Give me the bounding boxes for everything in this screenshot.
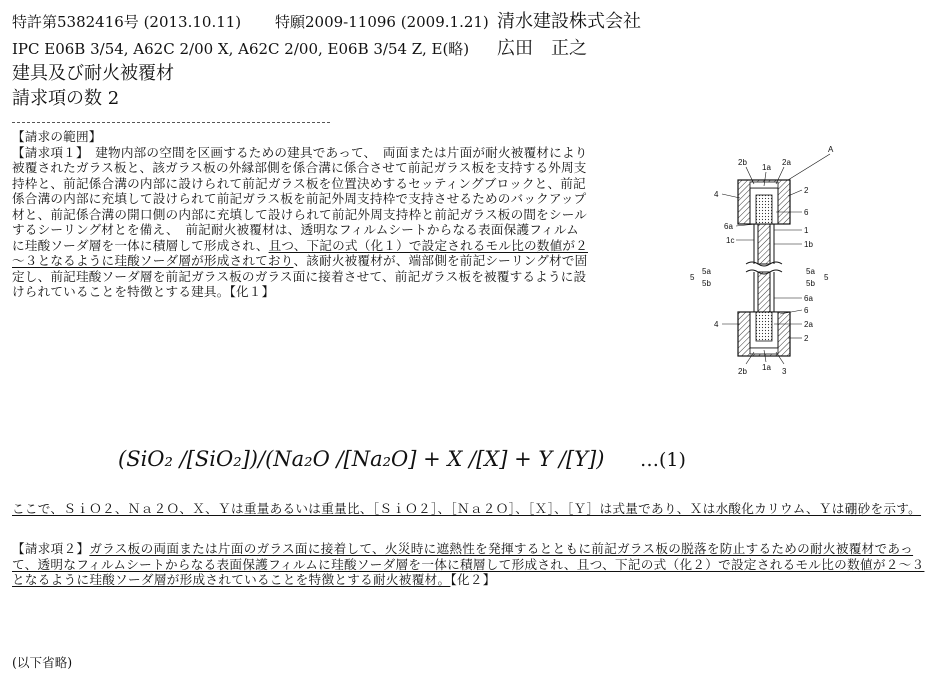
label-2b-top: 2b	[738, 158, 747, 167]
label-1a-top: 1a	[762, 163, 771, 172]
formula-number: …(1)	[640, 449, 686, 471]
inventor-name: 広田 正之	[497, 38, 587, 59]
glass-lower	[754, 272, 774, 312]
definition-text: ここで、ＳｉＯ２、Ｎａ２Ｏ、Ｘ、Ｙは重量あるいは重量比、［ＳｉＯ２］、［Ｎａ２Ｏ］、［Ｘ］、［Ｙ］は式量であり、Ｘは水酸化カリウム、Ｙは硼砂を示す。	[12, 501, 922, 516]
application-number: 特願2009-11096 (2009.1.21)	[275, 13, 489, 31]
label-5b-right: 5b	[806, 279, 815, 288]
ipc-classification: IPC E06B 3/54, A62C 2/00 X, A62C 2/00, E06B 3/54 Z, E(略)	[12, 40, 470, 58]
label-2-top: 2	[804, 186, 809, 195]
glass-upper	[754, 224, 774, 264]
claim-1-text: 建物内部の空間を区画するための建具であって、 両面または片面が耐火被覆材により被覆されたガラス板と、該ガラス板の外縁部側を係合溝に係合させて前記ガラス板を支持する外周支持枠と、前記係合溝の内部に設けられて前記ガラス板を位置決めするセッティングブロックと、前記係合溝の内部に充填して設けられて前記ガラス板を前記外周支持枠で支持させるためのバックアップ材と、前記係合溝の開口側の内部に充填して設けられて前記外周支持枠と前記ガラス板の間をシールするシーリング材とを備え、 前記耐火被覆材は、透明なフィルムシートからなる表面保護フィルムに珪酸ソーダ層を一体に積層して形成され、	[12, 144, 588, 253]
label-5b-left: 5b	[702, 279, 711, 288]
claim-1-text-end: 、該耐火被覆材が、端部側を前記シーリング材で固定し、前記珪酸ソーダ層を前記ガラス板のガラス面に接着させて、前記ガラス板を被覆するように設けられていることを特徴とする建具。【化１】	[12, 253, 588, 299]
label-6a-top: 6a	[724, 222, 733, 231]
chemical-formula: (SiO₂ /[SiO₂])/(Na₂O /[Na₂O] + X /[X] + Y /[Y])	[118, 447, 605, 471]
claim-1-label: 【請求項１】	[12, 144, 83, 160]
label-2b-bottom: 2b	[738, 367, 747, 376]
claim-2-label: 【請求項２】	[12, 541, 90, 556]
label-1: 1	[804, 226, 809, 235]
dashed-divider	[12, 122, 330, 123]
label-2a-bottom: 2a	[804, 320, 813, 329]
label-5a-right: 5a	[806, 267, 815, 276]
claim-1-block	[12, 129, 588, 300]
label-2-bottom: 2	[804, 334, 809, 343]
label-1c: 1c	[726, 236, 735, 245]
label-6-top: 6	[804, 208, 809, 217]
label-5a-left: 5a	[702, 267, 711, 276]
label-4-bottom: 4	[714, 320, 719, 329]
patent-number: 特許第5382416号 (2013.10.11)	[12, 13, 242, 31]
label-5-left: 5	[690, 273, 695, 282]
label-6a-bottom: 6a	[804, 294, 813, 303]
formula-definition	[12, 501, 932, 517]
claims-heading: 【請求の範囲】	[12, 129, 102, 144]
label-4-top: 4	[714, 190, 719, 199]
applicant-name: 清水建設株式会社	[497, 11, 641, 32]
claim-2-text: ガラス板の両面または片面のガラス面に接着して、火災時に遮熱性を発揮するとともに前記ガラス板の脱落を防止するための耐火被覆材であって、透明なフィルムシートからなる表面保護フィルムに珪酸ソーダ層を一体に積層して形成され、且つ、下記の式（化２）で設定されるモル比の数値が２～３となるように珪酸ソーダ層が形成されていることを特徴とする耐火被覆材。	[12, 541, 925, 587]
label-1a-bottom: 1a	[762, 363, 771, 372]
bottom-frame	[738, 312, 790, 356]
label-2a-top: 2a	[782, 158, 791, 167]
claims-count: 請求項の数 2	[12, 88, 120, 109]
invention-title: 建具及び耐火被覆材	[12, 63, 174, 84]
label-5-right: 5	[824, 273, 829, 282]
cross-section-figure	[680, 140, 850, 380]
label-3: 3	[782, 367, 787, 376]
label-6-bottom: 6	[804, 306, 809, 315]
omitted-note: (以下省略)	[12, 655, 73, 670]
claim-2-tail: 【化２】	[450, 572, 496, 587]
top-frame	[738, 180, 790, 224]
claim-2-block	[12, 541, 932, 588]
label-1b: 1b	[804, 240, 813, 249]
claim-1-underlined-text: 且つ、下記の式（化１）で設定されるモル比の数値が２～３となるように珪酸ソーダ層が形成されており	[12, 237, 588, 268]
label-A: A	[828, 145, 834, 154]
